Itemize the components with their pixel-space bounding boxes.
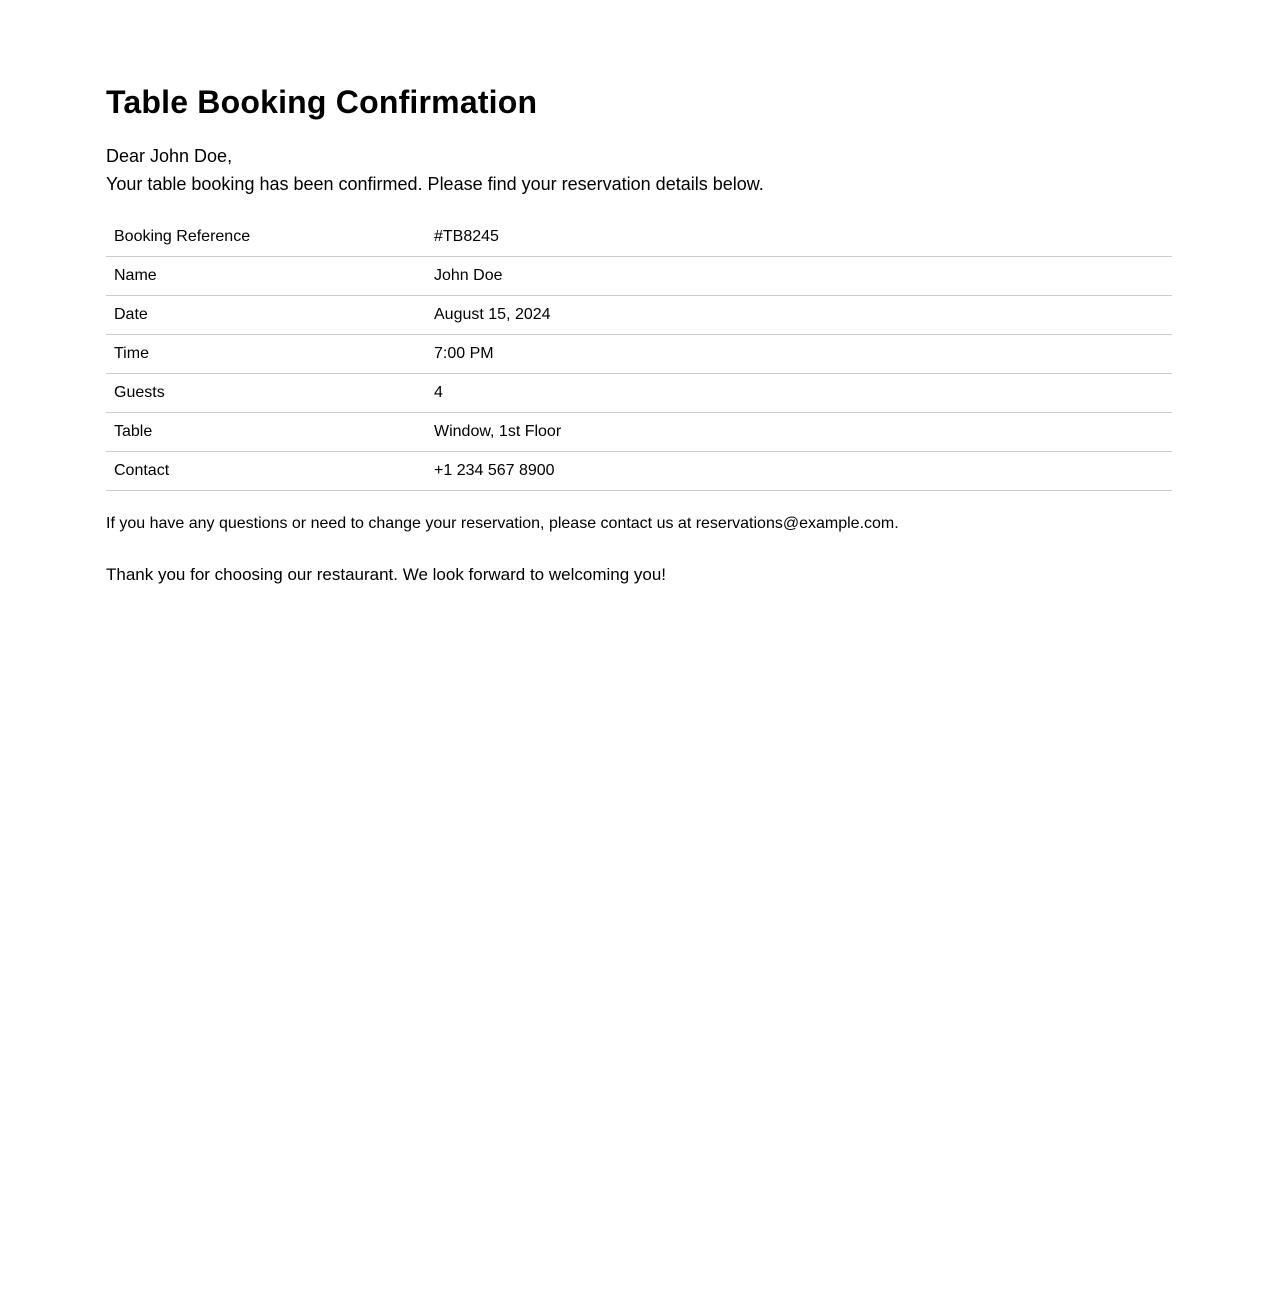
greeting-text: Dear John Doe,	[106, 146, 233, 166]
detail-label: Name	[106, 257, 426, 296]
reservation-details-table	[106, 218, 1172, 491]
table-row	[106, 218, 1172, 257]
detail-value: 7:00 PM	[426, 335, 1172, 374]
contact-info-text: If you have any questions or need to change your reservation, please contact us at reservations@example.com.	[106, 515, 899, 532]
intro-text: Your table booking has been confirmed. Please find your reservation details below.	[106, 174, 764, 194]
table-row	[106, 452, 1172, 491]
detail-value: 4	[426, 374, 1172, 413]
table-row	[106, 413, 1172, 452]
table-row	[106, 296, 1172, 335]
detail-label: Date	[106, 296, 426, 335]
table-row	[106, 335, 1172, 374]
detail-label: Time	[106, 335, 426, 374]
booking-confirmation-page	[106, 0, 1172, 586]
detail-label: Table	[106, 413, 426, 452]
detail-value: August 15, 2024	[426, 296, 1172, 335]
detail-label: Booking Reference	[106, 218, 426, 257]
detail-value: Window, 1st Floor	[426, 413, 1172, 452]
table-row	[106, 257, 1172, 296]
detail-label: Guests	[106, 374, 426, 413]
table-row	[106, 374, 1172, 413]
page-title: Table Booking Confirmation	[106, 84, 538, 120]
detail-label: Contact	[106, 452, 426, 491]
detail-value: John Doe	[426, 257, 1172, 296]
thank-you-text: Thank you for choosing our restaurant. We look forward to welcoming you!	[106, 565, 667, 584]
detail-value: #TB8245	[426, 218, 1172, 257]
detail-value: +1 234 567 8900	[426, 452, 1172, 491]
